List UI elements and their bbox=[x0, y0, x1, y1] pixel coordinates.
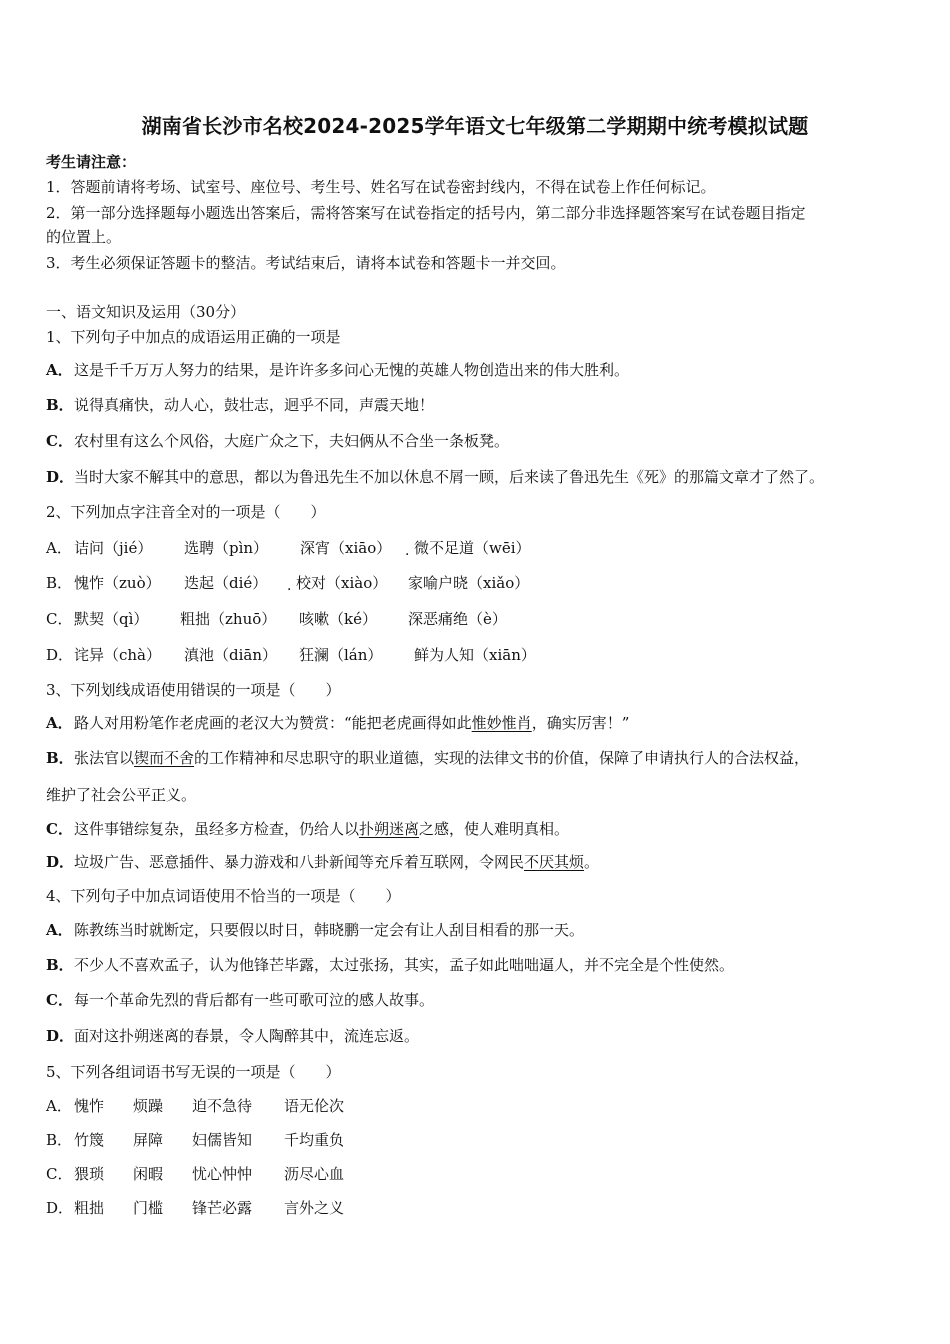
notice-item-2-cont: 的位置上。 bbox=[46, 228, 122, 246]
q3-option-c bbox=[46, 819, 569, 839]
option-text: 每一个革命先烈的背后都有一些可歌可泣的感人故事。 bbox=[74, 991, 435, 1009]
option-label: C． bbox=[46, 432, 73, 450]
q2-b-word-3: 校对（xiào） bbox=[296, 574, 388, 592]
underlined-idiom: 扑朔迷离 bbox=[359, 820, 420, 838]
option-text: 陈教练当时就断定，只要假以时日，韩晓鹏一定会有让人刮目相看的那一天。 bbox=[74, 921, 585, 939]
q1-option-a bbox=[46, 360, 629, 380]
q3-option-d bbox=[46, 852, 599, 872]
q3-option-a bbox=[46, 713, 629, 733]
q2-option-c-label: C． bbox=[46, 610, 73, 628]
q2-a-word-4: 微不足道（wēi） bbox=[414, 539, 531, 557]
q2-c-word-2: 粗拙（zhuō） bbox=[180, 610, 277, 628]
option-text: 不少人不喜欢孟子，认为他锋芒毕露，太过张扬，其实，孟子如此咄咄逼人，并不完全是个性使然。 bbox=[74, 956, 735, 974]
option-label: C． bbox=[46, 991, 73, 1009]
underlined-idiom: 惟妙惟肖 bbox=[471, 714, 532, 732]
q2-d-word-4: 鲜为人知（xiān） bbox=[414, 646, 536, 664]
option-label: B． bbox=[46, 396, 74, 414]
q5-c-word-4: 沥尽心血 bbox=[284, 1165, 345, 1183]
emphasis-dot: · bbox=[405, 547, 410, 563]
option-text: 农村里有这么个风俗，大庭广众之下，夫妇俩从不合坐一条板凳。 bbox=[74, 432, 510, 450]
q5-c-word-3: 忧心忡忡 bbox=[192, 1165, 253, 1183]
option-text: 当时大家不解其中的意思，都以为鲁迅先生不加以休息不屑一顾，后来读了鲁迅先生《死》的那篇文章才了然了。 bbox=[74, 468, 825, 486]
option-label: A． bbox=[46, 361, 73, 379]
q1-stem: 1、下列句子中加点的成语运用正确的一项是 bbox=[46, 328, 341, 346]
option-text-pre: 张法官以 bbox=[74, 749, 135, 767]
q5-option-b-label: B． bbox=[46, 1131, 73, 1149]
q2-option-a-label: A． bbox=[46, 539, 72, 557]
q5-a-word-2: 烦躁 bbox=[133, 1097, 164, 1115]
q2-b-word-1: 愧怍（zuò） bbox=[74, 574, 161, 592]
q2-d-word-3: 狂澜（lán） bbox=[299, 646, 383, 664]
q5-stem: 5、下列各组词语书写无误的一项是（ ） bbox=[46, 1063, 341, 1081]
q4-option-c bbox=[46, 990, 434, 1010]
q2-d-word-1: 诧异（chà） bbox=[74, 646, 162, 664]
q4-stem: 4、下列句子中加点词语使用不恰当的一项是（ ） bbox=[46, 887, 401, 905]
q5-b-word-4: 千均重负 bbox=[284, 1131, 345, 1149]
option-label: A． bbox=[46, 921, 73, 939]
option-text: 这是千千万万人努力的结果，是许许多多问心无愧的英雄人物创造出来的伟大胜利。 bbox=[74, 361, 630, 379]
option-text-post: 。 bbox=[584, 853, 600, 871]
q5-b-word-3: 妇儒皆知 bbox=[192, 1131, 253, 1149]
q2-option-d-label: D． bbox=[46, 646, 74, 664]
q1-option-d bbox=[46, 467, 824, 487]
option-label: D． bbox=[46, 853, 75, 871]
q5-d-word-3: 锋芒必露 bbox=[192, 1199, 253, 1217]
option-text-pre: 垃圾广告、恶意插件、暴力游戏和八卦新闻等充斥着互联网，令网民 bbox=[74, 853, 525, 871]
q5-d-word-1: 粗拙 bbox=[74, 1199, 105, 1217]
notice-item-3: 3．考生必须保证答题卡的整洁。考试结束后，请将本试卷和答题卡一并交回。 bbox=[46, 254, 566, 272]
option-text: 说得真痛快，动人心，鼓壮志，迥乎不同，声震天地！ bbox=[74, 396, 435, 414]
notice-heading: 考生请注意： bbox=[46, 153, 137, 171]
q1-option-b bbox=[46, 395, 434, 415]
option-text-pre: 这件事错综复杂，虽经多方检查，仍给人以 bbox=[74, 820, 360, 838]
emphasis-dot: · bbox=[287, 582, 292, 598]
q5-a-word-4: 语无伦次 bbox=[284, 1097, 345, 1115]
option-text-post: 之感，使人难明真相。 bbox=[419, 820, 570, 838]
option-label: B． bbox=[46, 956, 74, 974]
notice-item-1: 1．答题前请将考场、试室号、座位号、考生号、姓名写在试卷密封线内，不得在试卷上作任何标记。 bbox=[46, 178, 716, 196]
q5-b-word-1: 竹篾 bbox=[74, 1131, 105, 1149]
q5-option-d-label: D． bbox=[46, 1199, 74, 1217]
q2-a-word-1: 诘问（jié） bbox=[74, 539, 153, 557]
q2-b-word-2: 迭起（dié） bbox=[184, 574, 268, 592]
q3-option-b-cont: 维护了社会公平正义。 bbox=[46, 786, 197, 804]
option-label: A． bbox=[46, 714, 73, 732]
section-heading: 一、语文知识及运用（30分） bbox=[46, 303, 246, 321]
q2-c-word-4: 深恶痛绝（è） bbox=[408, 610, 507, 628]
q5-a-word-1: 愧怍 bbox=[74, 1097, 105, 1115]
q2-c-word-1: 默契（qì） bbox=[74, 610, 149, 628]
option-text: 面对这扑朔迷离的春景，令人陶醉其中，流连忘返。 bbox=[74, 1027, 420, 1045]
q3-stem: 3、下列划线成语使用错误的一项是（ ） bbox=[46, 681, 341, 699]
q2-stem: 2、下列加点字注音全对的一项是（ ） bbox=[46, 503, 326, 521]
option-text-post: 的工作精神和尽忠职守的职业道德，实现的法律文书的价值，保障了申请执行人的合法权益， bbox=[194, 749, 810, 767]
q2-c-word-3: 咳嗽（ké） bbox=[299, 610, 377, 628]
option-text-pre: 路人对用粉笔作老虎画的老汉大为赞赏：“能把老虎画得如此 bbox=[74, 714, 472, 732]
q4-option-d bbox=[46, 1026, 419, 1046]
q5-d-word-4: 言外之义 bbox=[284, 1199, 345, 1217]
q2-b-word-4: 家喻户晓（xiǎo） bbox=[408, 574, 530, 592]
q4-option-a bbox=[46, 920, 584, 940]
option-label: D． bbox=[46, 1027, 75, 1045]
q2-a-word-2: 选聘（pìn） bbox=[184, 539, 269, 557]
q3-option-b bbox=[46, 748, 809, 768]
page-title: 湖南省长沙市名校2024-2025学年语文七年级第二学期期中统考模拟试题 bbox=[141, 114, 809, 138]
q5-b-word-2: 屏障 bbox=[133, 1131, 164, 1149]
q4-option-b bbox=[46, 955, 734, 975]
q2-d-word-2: 滇池（diān） bbox=[184, 646, 278, 664]
q5-c-word-1: 猥琐 bbox=[74, 1165, 105, 1183]
q5-option-a-label: A． bbox=[46, 1097, 72, 1115]
q2-option-b-label: B． bbox=[46, 574, 73, 592]
q5-option-c-label: C． bbox=[46, 1165, 73, 1183]
q2-a-word-3: 深宵（xiāo） bbox=[300, 539, 392, 557]
option-label: B． bbox=[46, 749, 74, 767]
q1-option-c bbox=[46, 431, 509, 451]
underlined-idiom: 锲而不舍 bbox=[134, 749, 195, 767]
option-text-post: ，确实厉害！” bbox=[531, 714, 630, 732]
q5-a-word-3: 迫不急待 bbox=[192, 1097, 253, 1115]
q5-c-word-2: 闲暇 bbox=[133, 1165, 164, 1183]
q5-d-word-2: 门槛 bbox=[133, 1199, 164, 1217]
underlined-idiom: 不厌其烦 bbox=[524, 853, 585, 871]
option-label: C． bbox=[46, 820, 73, 838]
notice-item-2: 2．第一部分选择题每小题选出答案后，需将答案写在试卷指定的括号内，第二部分非选择题答案写在试卷题目指定 bbox=[46, 204, 806, 222]
option-label: D． bbox=[46, 468, 75, 486]
